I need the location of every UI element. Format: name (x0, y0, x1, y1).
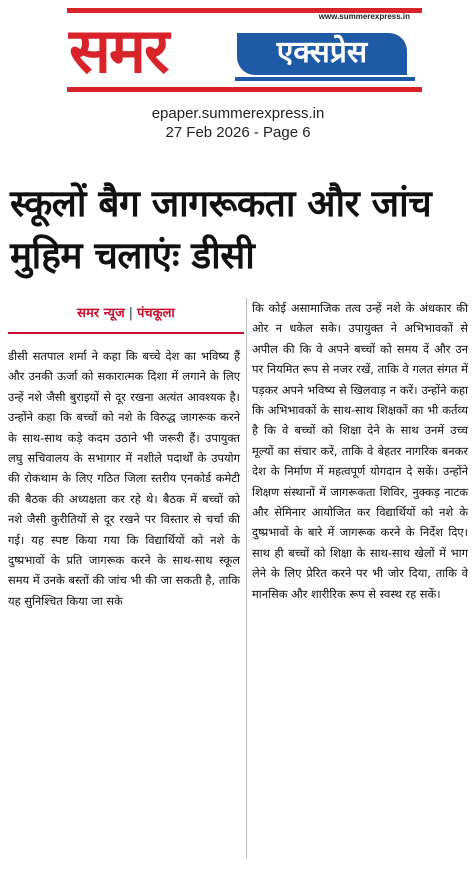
masthead-underline (235, 77, 415, 81)
article-column-1: डीसी सतपाल शर्मा ने कहा कि बच्चे देश का भविष्य हैं और उनकी ऊर्जा को सकारात्मक दिशा में लगाने के लिए उन्हें नशे जैसी बुराइयों से दूर रखना अत्यंत आवश्यक है। उन्होंने कहा कि बच्चों को नशे के विरुद्ध जागरूक करने के साथ-साथ कड़े कदम उठाने भी जरूरी हैं। उपायुक्त लघु सचिवालय के सभागार में नशीले पदार्थों के उपयोग की रोकथाम के लिए गठित जिला स्तरीय एनकोर्ड कमेटी की बैठक की अध्यक्षता कर रहे थे। बैठक में बच्चों को नशे जैसी कुरीतियों से दूर रखने पर विस्तार से चर्चा की गई। यह स्पष्ट किया गया कि विद्यार्थियों को नशे के दुष्प्रभावों के प्रति जागरूक करने के साथ-साथ स्कूल समय में उनके बस्तों की जांच भी की जा सकती है, ताकि यह सुनिश्चित किया जा सके (8, 349, 240, 608)
masthead-url: www.summerexpress.in (318, 12, 410, 21)
article-byline (8, 302, 244, 334)
edition-date-page: 27 Feb 2026 - Page 6 (165, 124, 311, 141)
byline-source: समर न्यूज (77, 306, 125, 321)
masthead-name-blue: एक्सप्रेस (237, 33, 407, 75)
edition-site: epaper.summerexpress.in (151, 105, 325, 122)
column-divider (246, 298, 247, 858)
byline-separator: | (128, 306, 133, 321)
masthead-logo (67, 8, 422, 92)
article-column-2: कि कोई असामाजिक तत्व उन्हें नशे के अंधकार की ओर न धकेल सके। उपायुक्त ने अभिभावकों से अपील की कि वे अपने बच्चों को समय दें और उन पर नियमित रूप से नजर रखें, ताकि वे गलत संगत में पड़कर अपने भविष्य से खिलवाड़ न करें। उन्होंने कहा कि अभिभावकों के साथ-साथ शिक्षकों का भी कर्तव्य है कि वे बच्चों को शिक्षा देने के साथ उनमें उच्च मूल्यों का संचार करें, ताकि वे बेहतर नागरिक बनकर देश के निर्माण में महत्वपूर्ण योगदान दे सकें। उन्होंने शिक्षण संस्थानों में जागरूकता शिविर, नुक्कड़ नाटक और सेमिनार आयोजित कर विद्यार्थियों को नशे के दुष्प्रभावों के बारे में जागरूक करने के निर्देश दिए। साथ ही बच्चों को शिक्षा के साथ-साथ खेलों में भाग लेने के लिए प्रेरित करने पर भी जोर दिया, ताकि वे मानसिक और शारीरिक रूप से स्वस्थ रह सकें। (252, 301, 468, 601)
masthead-name-red: समर (69, 14, 168, 87)
article-headline: स्कूलों बैग जागरूकता और जांच मुहिम चलाएंः डीसी (10, 182, 432, 277)
edition-info (0, 104, 476, 142)
byline-location: पंचकूला (137, 306, 175, 321)
